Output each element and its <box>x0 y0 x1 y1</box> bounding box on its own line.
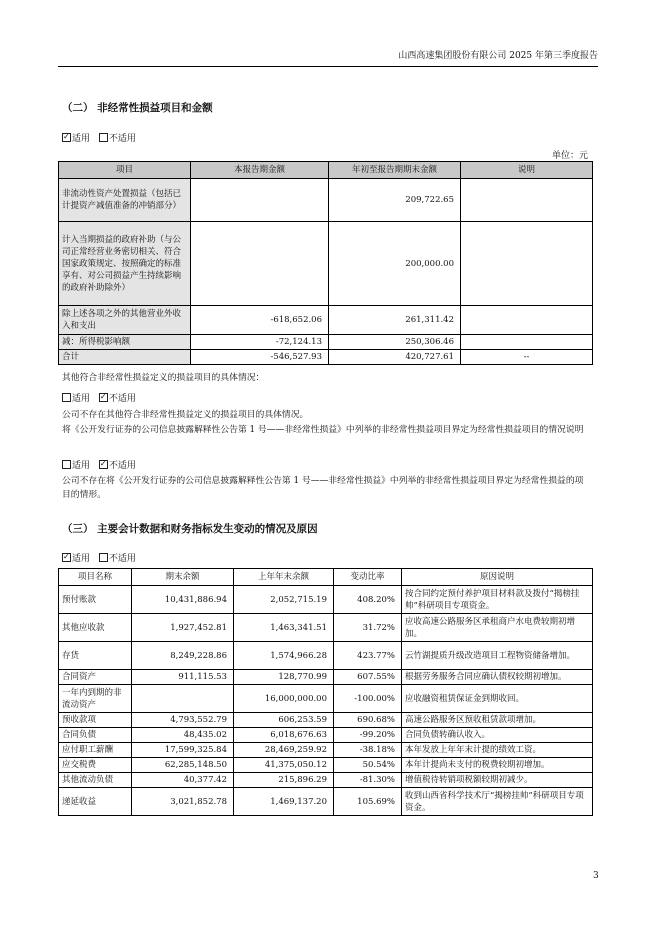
table-row <box>59 179 593 222</box>
row-current <box>191 222 329 306</box>
row-ratio: 607.55% <box>334 670 402 685</box>
row-current: -546,527.93 <box>191 350 329 365</box>
table-row <box>59 685 593 713</box>
table-row <box>59 728 593 743</box>
row-end: 911,115.53 <box>132 670 234 685</box>
row-note <box>461 222 593 306</box>
row-ratio: 105.69% <box>334 788 402 816</box>
table-row <box>59 788 593 816</box>
table-row <box>59 350 593 365</box>
row-reason: 本年计提尚未支付的税费较期初增加。 <box>402 758 593 773</box>
not-applicable-label: 不适用 <box>108 461 136 471</box>
row-ytd: 250,306.46 <box>329 335 461 350</box>
row-reason: 合同负债转确认收入。 <box>402 728 593 743</box>
col-header-prev: 上年年末余额 <box>234 569 334 586</box>
row-prev: 6,018,676.63 <box>234 728 334 743</box>
unchecked-box-icon[interactable] <box>62 460 71 469</box>
col-header-reason: 原因说明 <box>402 569 593 586</box>
table-row <box>59 335 593 350</box>
row-prev: 28,469,259.92 <box>234 743 334 758</box>
row-reason: 高速公路服务区预收租赁款项增加。 <box>402 713 593 728</box>
applicable-label: 适用 <box>72 461 91 471</box>
row-end: 17,599,325.84 <box>132 743 234 758</box>
row-ytd: 261,311.42 <box>329 306 461 335</box>
row-current: -72,124.13 <box>191 335 329 350</box>
row-name: 其他应收款 <box>59 614 132 642</box>
unchecked-box-icon[interactable] <box>99 553 108 562</box>
other-items-text: 公司不存在其他符合非经常性损益定义的损益项目的具体情况。 <box>62 410 309 420</box>
col-header-name: 项目名称 <box>59 569 132 586</box>
row-reason: 云竹湖提质升级改造项目工程物资储备增加。 <box>402 642 593 670</box>
col-header-note: 说明 <box>461 162 593 179</box>
non-recurring-table <box>58 161 593 365</box>
row-ytd: 420,727.61 <box>329 350 461 365</box>
row-ratio: -99.20% <box>334 728 402 743</box>
page-number: 3 <box>593 871 599 881</box>
not-applicable-label: 不适用 <box>108 394 136 404</box>
col-header-current: 本报告期金额 <box>191 162 329 179</box>
row-end: 48,435.02 <box>132 728 234 743</box>
col-header-item: 项目 <box>59 162 191 179</box>
checked-box-icon[interactable] <box>62 553 71 562</box>
row-item: 非流动性资产处置损益（包括已计提资产减值准备的冲销部分） <box>59 179 191 222</box>
row-ratio: 423.77% <box>334 642 402 670</box>
explain-title: 将《公开发行证券的公司信息披露解释性公告第 1 号——非经常性损益》中列举的非经常性损益项目界定为经常性损益项目的情况说明 <box>62 425 584 435</box>
row-end: 4,793,552.79 <box>132 713 234 728</box>
not-applicable-label: 不适用 <box>108 134 136 144</box>
row-reason: 按合同约定预付养护项目材料款及拨付“揭榜挂帅”科研项目专项资金。 <box>402 586 593 614</box>
col-header-end: 期末余额 <box>132 569 234 586</box>
row-prev: 606,253.59 <box>234 713 334 728</box>
checked-box-icon[interactable] <box>62 133 71 142</box>
row-prev: 16,000,000.00 <box>234 685 334 713</box>
row-reason: 本年发放上年年末计提的绩效工资。 <box>402 743 593 758</box>
row-name: 预收款项 <box>59 713 132 728</box>
table-row <box>59 222 593 306</box>
applicable-label: 适用 <box>72 394 91 404</box>
row-ratio: -81.30% <box>334 773 402 788</box>
row-item: 合计 <box>59 350 191 365</box>
row-end: 1,927,452.81 <box>132 614 234 642</box>
other-items-title: 其他符合非经常性损益定义的损益项目的具体情况： <box>62 373 265 383</box>
applicability-check <box>62 391 136 404</box>
row-end: 10,431,886.94 <box>132 586 234 614</box>
row-name: 递延收益 <box>59 788 132 816</box>
row-name: 应付职工薪酬 <box>59 743 132 758</box>
applicable-label: 适用 <box>72 554 91 564</box>
checked-box-icon[interactable] <box>99 393 108 402</box>
row-name: 合同资产 <box>59 670 132 685</box>
section-title-non-recurring: （二） 非经常性损益项目和金额 <box>62 102 213 114</box>
checked-box-icon[interactable] <box>99 460 108 469</box>
row-prev: 1,469,137.20 <box>234 788 334 816</box>
row-name: 一年内到期的非流动资产 <box>59 685 132 713</box>
row-end: 3,021,852.78 <box>132 788 234 816</box>
not-applicable-label: 不适用 <box>108 554 136 564</box>
row-prev: 128,770.99 <box>234 670 334 685</box>
unchecked-box-icon[interactable] <box>99 133 108 142</box>
table-row <box>59 614 593 642</box>
row-prev: 1,574,966.28 <box>234 642 334 670</box>
row-current <box>191 179 329 222</box>
row-ratio: -38.18% <box>334 743 402 758</box>
applicable-label: 适用 <box>72 134 91 144</box>
row-note: -- <box>461 350 593 365</box>
row-name: 其他流动负债 <box>59 773 132 788</box>
row-ratio: 31.72% <box>334 614 402 642</box>
explain-text: 公司不存在将《公开发行证券的公司信息披露解释性公告第 1 号——非经常性损益》中列举的非经常性损益项目界定为经常性损益的项目的情形。 <box>62 476 584 500</box>
table-header-row <box>59 162 593 179</box>
row-name: 预付账款 <box>59 586 132 614</box>
col-header-ratio: 变动比率 <box>334 569 402 586</box>
table-row <box>59 670 593 685</box>
applicability-check <box>62 458 136 471</box>
table-row <box>59 642 593 670</box>
financial-changes-table <box>58 568 593 816</box>
row-note <box>461 179 593 222</box>
row-item: 减：所得税影响额 <box>59 335 191 350</box>
row-item: 除上述各项之外的其他营业外收入和支出 <box>59 306 191 335</box>
row-ytd: 200,000.00 <box>329 222 461 306</box>
row-ratio: 50.54% <box>334 758 402 773</box>
row-ytd: 209,722.65 <box>329 179 461 222</box>
row-name: 合同负债 <box>59 728 132 743</box>
table-row <box>59 306 593 335</box>
col-header-ytd: 年初至报告期期末金额 <box>329 162 461 179</box>
row-end: 62,285,148.50 <box>132 758 234 773</box>
row-reason: 增值税待转销项税额较期初减少。 <box>402 773 593 788</box>
row-prev: 215,896.29 <box>234 773 334 788</box>
row-ratio: 408.20% <box>334 586 402 614</box>
row-prev: 2,052,715.19 <box>234 586 334 614</box>
table-row <box>59 743 593 758</box>
row-reason: 收到山西省科学技术厅“揭榜挂帅”科研项目专项资金。 <box>402 788 593 816</box>
row-end: 40,377.42 <box>132 773 234 788</box>
table-row <box>59 773 593 788</box>
row-name: 应交税费 <box>59 758 132 773</box>
row-ratio: -100.00% <box>334 685 402 713</box>
applicability-check <box>62 551 136 564</box>
row-ratio: 690.68% <box>334 713 402 728</box>
row-name: 存货 <box>59 642 132 670</box>
row-end: 8,249,228.86 <box>132 642 234 670</box>
section-title-changes: （三） 主要会计数据和财务指标发生变动的情况及原因 <box>62 523 318 535</box>
row-item: 计入当期损益的政府补助（与公司正常经营业务密切相关、符合国家政策规定、按照确定的标准享有、对公司损益产生持续影响的政府补助除外） <box>59 222 191 306</box>
row-current: -618,652.06 <box>191 306 329 335</box>
row-note <box>461 335 593 350</box>
table-row <box>59 586 593 614</box>
row-reason: 根据劳务服务合同应确认债权较期初增加。 <box>402 670 593 685</box>
report-header: 山西高速集团股份有限公司 2025 年第三季度报告 <box>58 48 598 67</box>
table-row <box>59 713 593 728</box>
row-reason: 应收融资租赁保证金到期收回。 <box>402 685 593 713</box>
table-row <box>59 758 593 773</box>
unchecked-box-icon[interactable] <box>62 393 71 402</box>
table-header-row <box>59 569 593 586</box>
row-prev: 1,463,341.51 <box>234 614 334 642</box>
row-end <box>132 685 234 713</box>
row-note <box>461 306 593 335</box>
row-prev: 41,375,050.12 <box>234 758 334 773</box>
unit-label: 单位：元 <box>551 151 588 161</box>
row-reason: 应收高速公路服务区承租商户水电费较期初增加。 <box>402 614 593 642</box>
applicability-check <box>62 131 136 144</box>
